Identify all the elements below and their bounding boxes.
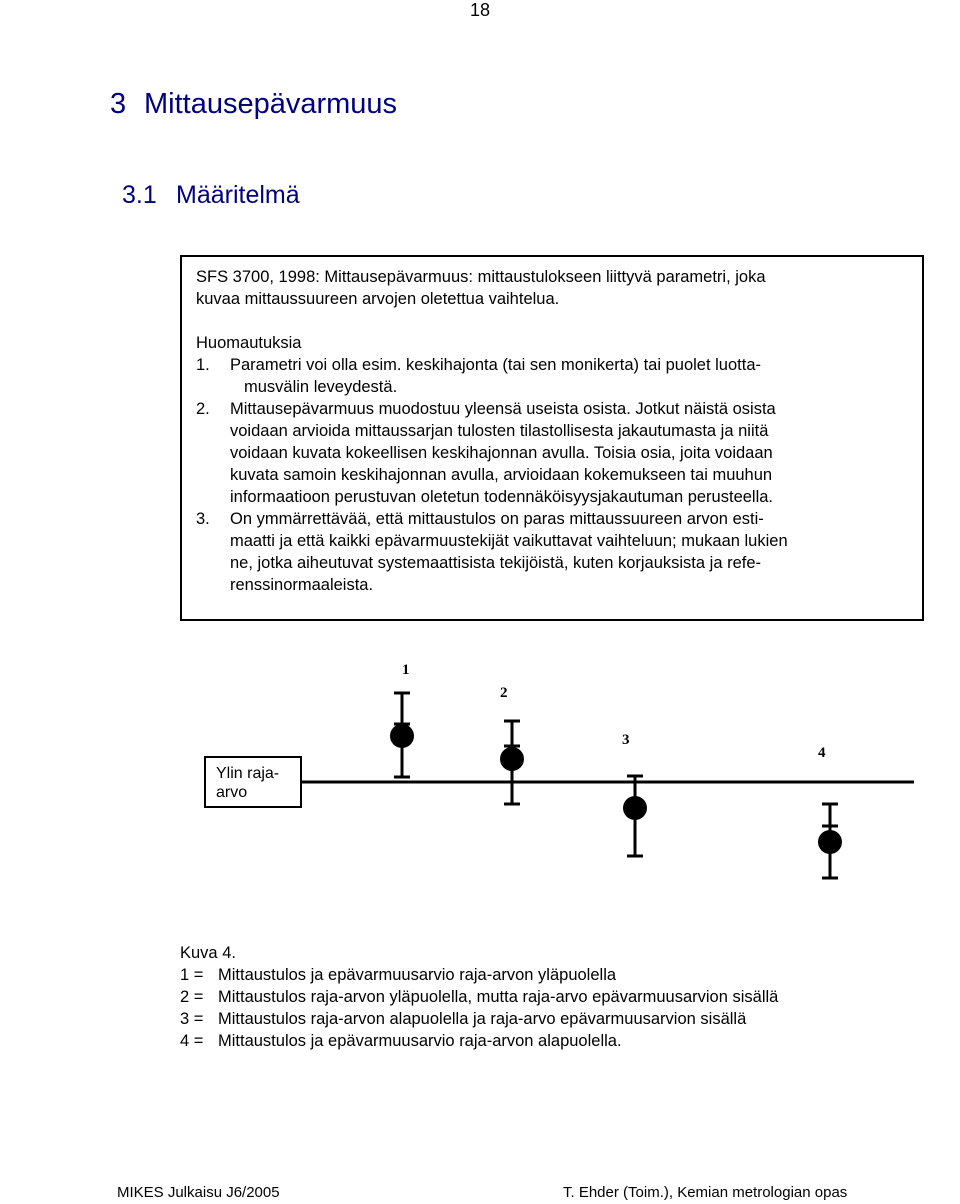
remark-body bbox=[230, 398, 776, 508]
caption-item bbox=[180, 986, 778, 1008]
caption-text: Mittaustulos raja-arvon yläpuolella, mutta raja-arvo epävarmuusarvion sisällä bbox=[218, 988, 779, 1006]
caption-key: 3 = bbox=[180, 1010, 204, 1028]
definition-line: SFS 3700, 1998: Mittausepävarmuus: mittaustulokseen liittyvä parametri, joka bbox=[196, 268, 766, 286]
caption-text: Mittaustulos raja-arvon alapuolella ja raja-arvo epävarmuusarvion sisällä bbox=[218, 1010, 747, 1028]
remark-line: informaatioon perustuvan oletetun todennäköisyysjakautuman perusteella. bbox=[230, 488, 774, 506]
upper-limit-label-line: arvo bbox=[216, 784, 248, 801]
upper-limit-label-line: Ylin raja- bbox=[216, 765, 280, 782]
remark-line: maatti ja että kaikki epävarmuustekijät vaikuttavat vaihteluun; mukaan lukien bbox=[230, 532, 788, 550]
remark-line: musvälin leveydestä. bbox=[244, 378, 398, 396]
caption-item bbox=[180, 964, 778, 986]
remark-line: voidaan arvioida mittaussarjan tulosten tilastollisesta jakautumasta ja niitä bbox=[230, 422, 769, 440]
definition-box bbox=[180, 255, 924, 621]
remark-line: renssinormaaleista. bbox=[230, 576, 374, 594]
caption-key: 1 = bbox=[180, 966, 204, 984]
measurement-point-4 bbox=[818, 804, 842, 878]
caption-key: 4 = bbox=[180, 1032, 204, 1050]
caption-item bbox=[180, 1008, 778, 1030]
caption-item bbox=[180, 1030, 778, 1052]
upper-limit-label bbox=[204, 756, 302, 808]
chapter-title: Mittausepävarmuus bbox=[144, 88, 398, 120]
point-label-4: 4 bbox=[818, 745, 826, 761]
measurement-point-3 bbox=[623, 776, 647, 856]
remark-body bbox=[230, 508, 788, 596]
chapter-number: 3 bbox=[110, 88, 127, 120]
remark-number: 2. bbox=[196, 400, 210, 418]
remark-line: Parametri voi olla esim. keskihajonta (tai sen monikerta) tai puolet luotta- bbox=[230, 356, 761, 374]
point-label-2: 2 bbox=[500, 685, 508, 701]
point-label-3: 3 bbox=[622, 732, 630, 748]
definition-line: kuvaa mittaussuureen arvojen oletettua vaihtelua. bbox=[196, 290, 560, 308]
remark-line: On ymmärrettävää, että mittaustulos on paras mittaussuureen arvon esti- bbox=[230, 510, 764, 528]
caption-text: Mittaustulos ja epävarmuusarvio raja-arvon yläpuolella bbox=[218, 966, 617, 984]
footer-publication: MIKES Julkaisu J6/2005 bbox=[117, 1184, 280, 1201]
point-label-1: 1 bbox=[402, 662, 410, 678]
caption-text: Mittaustulos ja epävarmuusarvio raja-arvon alapuolella. bbox=[218, 1032, 622, 1050]
remark-body bbox=[230, 354, 761, 398]
measurement-point-1 bbox=[390, 693, 414, 777]
section-number: 3.1 bbox=[122, 181, 157, 209]
uncertainty-figure bbox=[180, 648, 920, 908]
caption-key: 2 = bbox=[180, 988, 204, 1006]
measurement-point-2 bbox=[500, 721, 524, 804]
remark-line: Mittausepävarmuus muodostuu yleensä useista osista. Jotkut näistä osista bbox=[230, 400, 776, 418]
page-number: 18 bbox=[469, 0, 491, 20]
chapter-heading bbox=[110, 88, 397, 121]
remark-line: voidaan kuvata kokeellisen keskihajonnan avulla. Toisia osia, joita voidaan bbox=[230, 444, 773, 462]
remark-line: kuvata samoin keskihajonnan avulla, arvioidaan kokemukseen tai muuhun bbox=[230, 466, 773, 484]
footer-author: T. Ehder (Toim.), Kemian metrologian opas bbox=[563, 1184, 848, 1201]
figure-caption bbox=[180, 942, 778, 1052]
remark-number: 1. bbox=[196, 356, 210, 374]
definition-text bbox=[196, 266, 766, 310]
caption-title: Kuva 4. bbox=[180, 944, 236, 962]
remark-line: ne, jotka aiheutuvat systemaattisista tekijöistä, kuten korjauksista ja refe- bbox=[230, 554, 762, 572]
section-title: Määritelmä bbox=[176, 181, 300, 209]
remarks-heading: Huomautuksia bbox=[196, 334, 302, 352]
remark-number: 3. bbox=[196, 510, 210, 528]
section-heading bbox=[122, 181, 300, 210]
